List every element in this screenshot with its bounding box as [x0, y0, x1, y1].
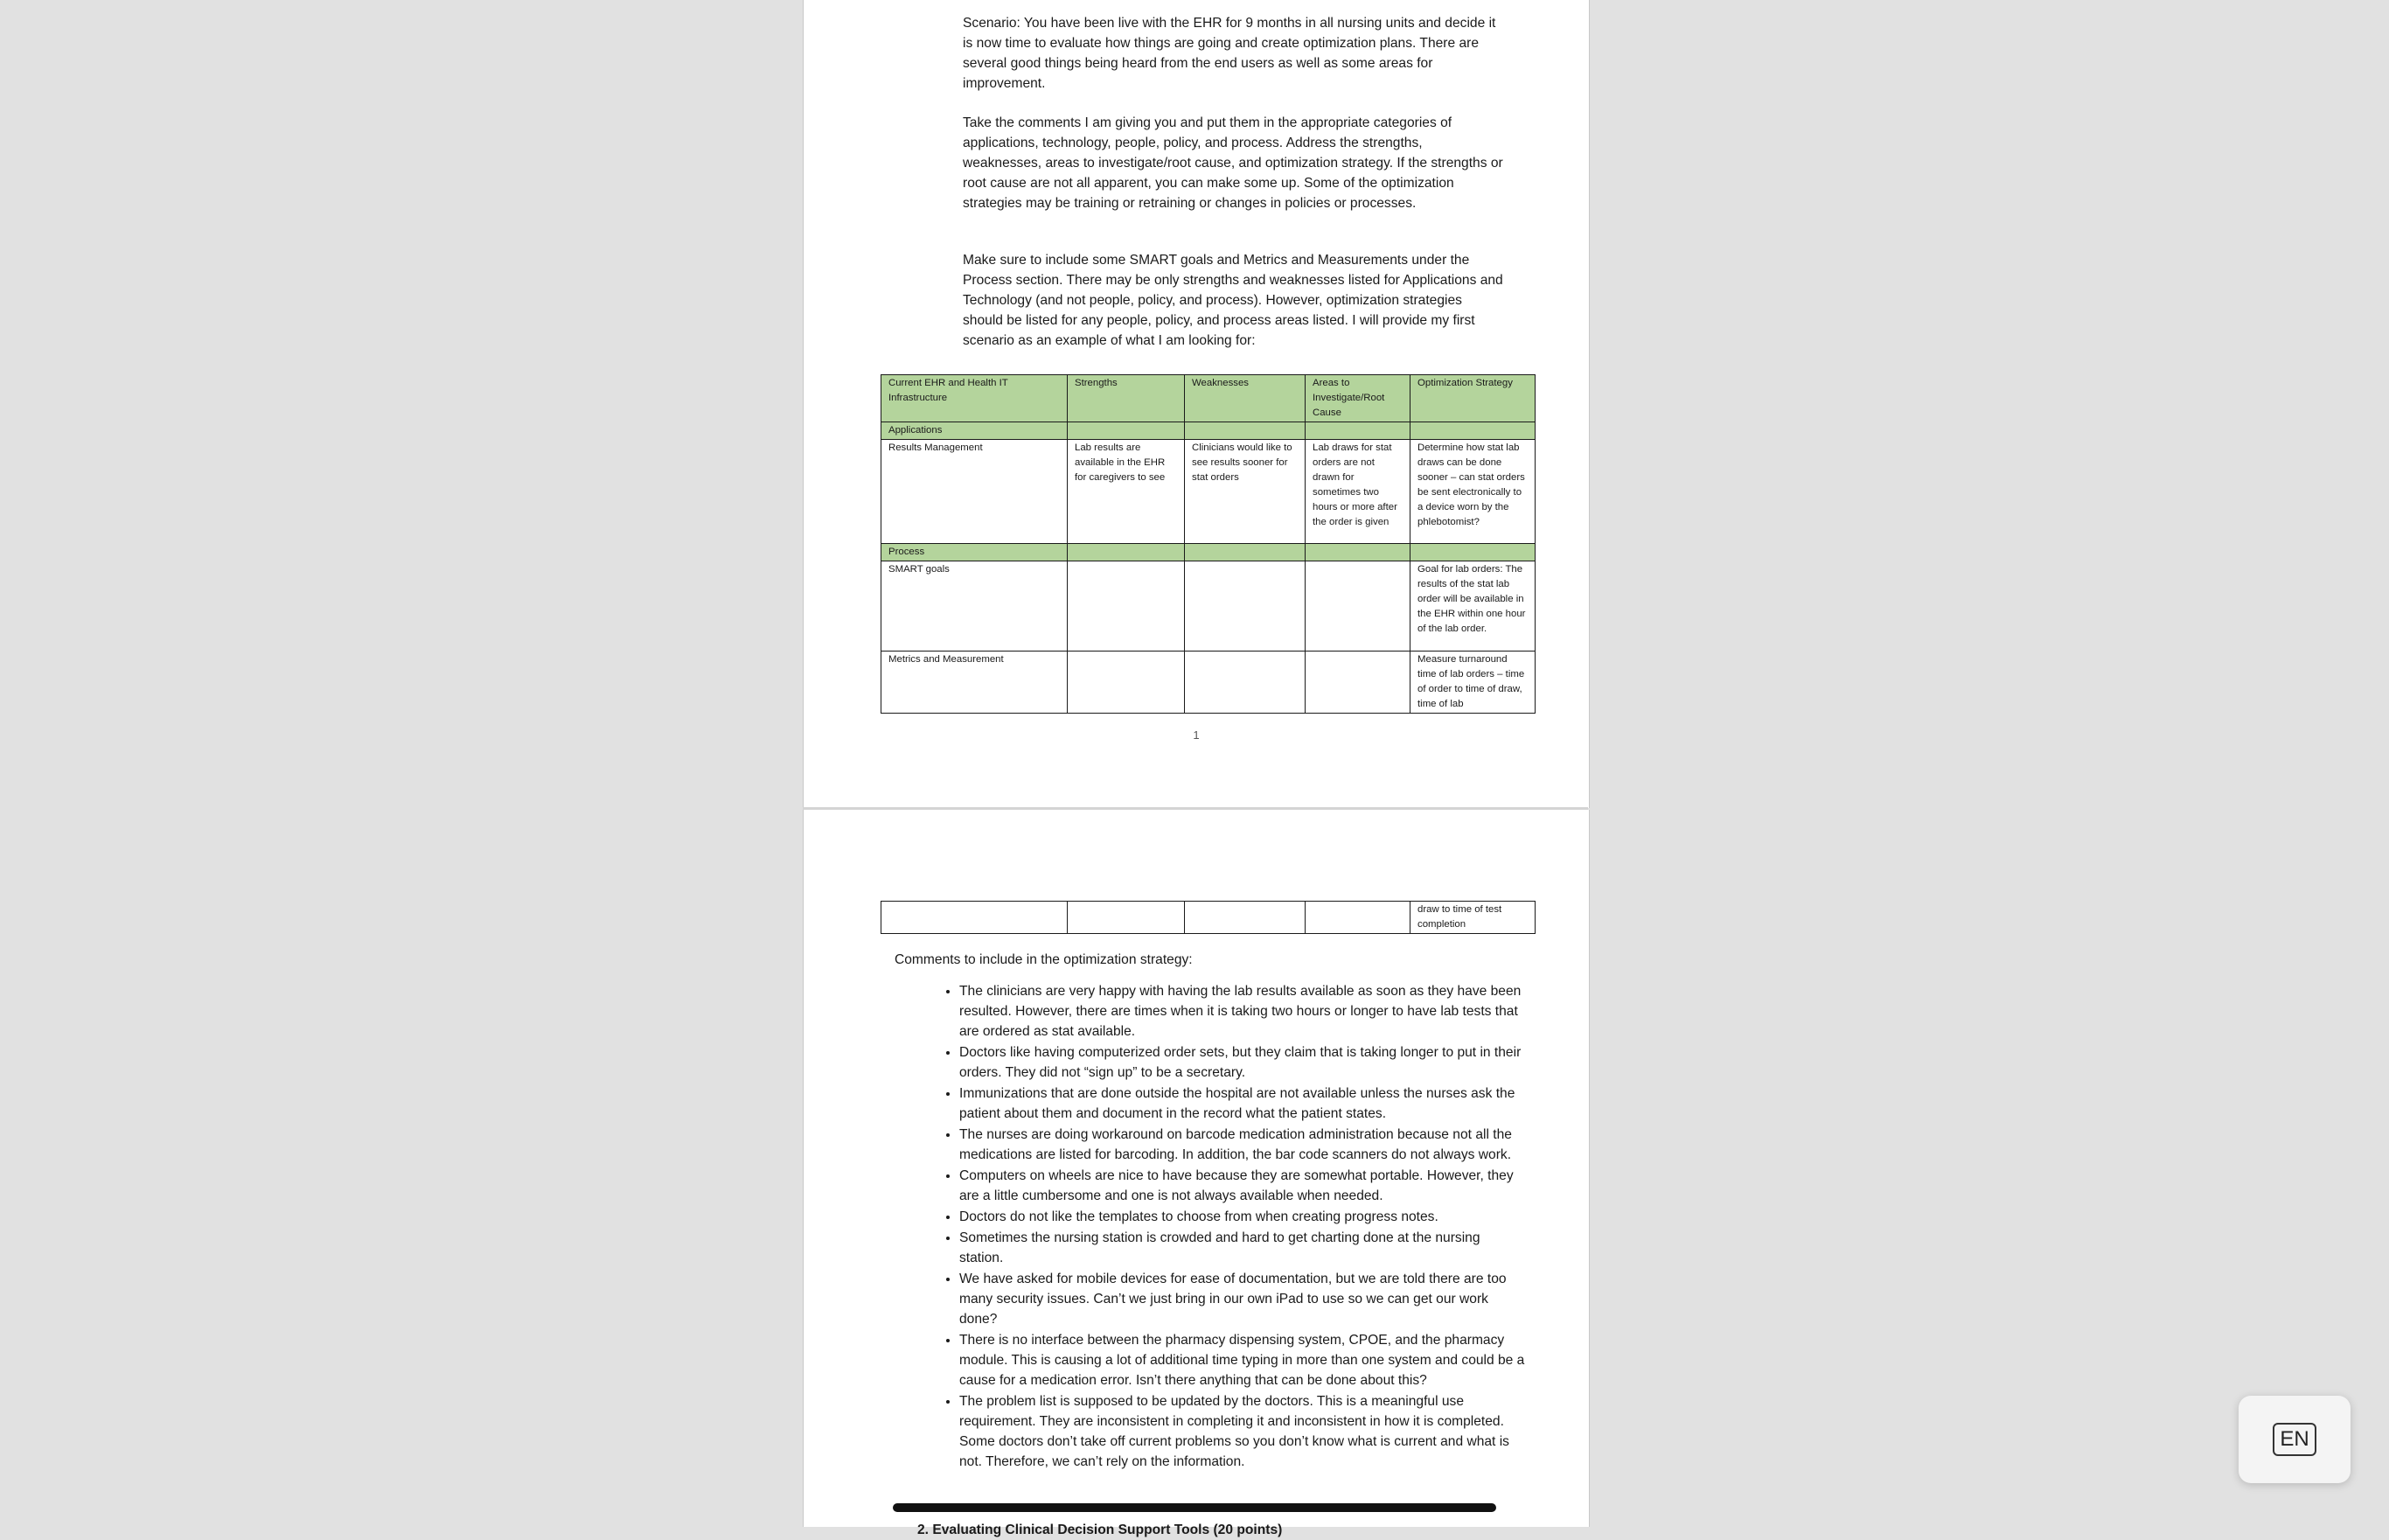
header-root-cause: Areas to Investigate/Root Cause	[1306, 375, 1410, 422]
table-cell	[1185, 561, 1306, 652]
list-item: • There is no interface between the pharmacy dispensing system, CPOE, and the pharmacy module. This is causing a lot of additional time typing in more than one system and could be a cause for a medication error. Isn’t there anything that can be done about this?	[959, 1330, 1528, 1390]
header-infrastructure: Current EHR and Health IT Infrastructure	[881, 375, 1068, 422]
section-row-applications	[881, 422, 1536, 440]
comments-heading: Comments to include in the optimization strategy:	[895, 952, 1193, 967]
table-cell: Results Management	[881, 440, 1068, 544]
table-cell: draw to time of test completion	[1410, 902, 1536, 934]
table-cell	[1068, 561, 1185, 652]
keyboard-language-icon	[2273, 1423, 2316, 1456]
table-cell: Clinicians would like to see results sooner for stat orders	[1185, 440, 1306, 544]
header-weaknesses: Weaknesses	[1185, 375, 1306, 422]
table-cell	[1068, 652, 1185, 714]
scenario-paragraph: Scenario: You have been live with the EHR for 9 months in all nursing units and decide it is now time to evaluate how things are going and create optimization plans. There are several good things being heard from the end users as well as some areas for improvement.	[963, 16, 1496, 91]
table-row	[881, 561, 1536, 652]
table-row	[881, 440, 1536, 544]
list-item: • The nurses are doing workaround on barcode medication administration because not all the medications are listed for barcoding. In addition, the bar code scanners do not always work.	[959, 1125, 1528, 1165]
list-item: • Immunizations that are done outside the hospital are not available unless the nurses ask the patient about them and document in the record what the patient states.	[959, 1084, 1528, 1124]
list-item: • Doctors like having computerized order sets, but they claim that is taking longer to put in their orders. They did not “sign up” to be a secretary.	[959, 1042, 1528, 1083]
header-optimization-strategy: Optimization Strategy	[1410, 375, 1536, 422]
instructions-paragraph-1: Take the comments I am giving you and put them in the appropriate categories of applications, technology, people, policy, and process. Address the strengths, weaknesses, areas to investigate/root cause, and optimization strategy. If the strengths or root cause are not all apparent, you can make some up. Some of the optimization strategies may be training or retraining or changes in policies or processes.	[963, 115, 1503, 211]
table-cell: Determine how stat lab draws can be done sooner – can stat orders be sent electronically to a device worn by the phlebotomist?	[1410, 440, 1536, 544]
table-cell: SMART goals	[881, 561, 1068, 652]
list-item: • We have asked for mobile devices for ease of documentation, but we are told there are too many security issues. Can’t we just bring in our own iPad to use so we can get our work done?	[959, 1269, 1528, 1329]
horizontal-scrollbar[interactable]	[893, 1503, 1496, 1512]
list-item: • The problem list is supposed to be updated by the doctors. This is a meaningful use requirement. They are inconsistent in completing it and inconsistent in how it is completed. Some doctors don’t take off current problems so you don’t know what is current and what is not. Therefore, we can’t rely on the information.	[959, 1391, 1528, 1472]
optimization-table-continued	[881, 901, 1536, 934]
page-number: 1	[1193, 728, 1200, 742]
table-cell	[1068, 902, 1185, 934]
comments-list	[940, 981, 1528, 1473]
document-page-2	[803, 810, 1590, 1537]
section-label-process: Process	[881, 544, 1068, 561]
table-cell	[1306, 652, 1410, 714]
table-header-row	[881, 375, 1536, 422]
table-cell: Goal for lab orders: The results of the stat lab order will be available in the EHR within one hour of the lab order.	[1410, 561, 1536, 652]
table-cell	[1306, 561, 1410, 652]
document-page-1	[803, 0, 1590, 808]
table-row	[881, 902, 1536, 934]
table-cell	[881, 902, 1068, 934]
section-row-process	[881, 544, 1536, 561]
list-item: • Doctors do not like the templates to choose from when creating progress notes.	[959, 1207, 1528, 1227]
table-cell: Measure turnaround time of lab orders – time of order to time of draw, time of lab	[1410, 652, 1536, 714]
table-cell: Metrics and Measurement	[881, 652, 1068, 714]
table-cell: Lab draws for stat orders are not drawn for sometimes two hours or more after the order is given	[1306, 440, 1410, 544]
list-item: • Computers on wheels are nice to have because they are somewhat portable. However, they are a little cumbersome and one is not always available when needed.	[959, 1166, 1528, 1206]
language-indicator-button[interactable]	[2239, 1396, 2351, 1483]
table-cell	[1185, 652, 1306, 714]
section-label-applications: Applications	[881, 422, 1068, 440]
optimization-table	[881, 374, 1536, 714]
header-strengths: Strengths	[1068, 375, 1185, 422]
language-label: EN	[2280, 1427, 2309, 1451]
table-cell	[1185, 902, 1306, 934]
table-cell	[1306, 902, 1410, 934]
table-row	[881, 652, 1536, 714]
list-item: • The clinicians are very happy with having the lab results available as soon as they have been resulted. However, there are times when it is taking two hours or longer to have lab tests that are ordered as stat available.	[959, 981, 1528, 1042]
instructions-paragraph-2: Make sure to include some SMART goals and Metrics and Measurements under the Process section. There may be only strengths and weaknesses listed for Applications and Technology (and not people, policy, and process). However, optimization strategies should be listed for any people, policy, and process areas listed. I will provide my first scenario as an example of what I am looking for:	[963, 253, 1503, 348]
next-section-heading: 2. Evaluating Clinical Decision Support Tools (20 points)	[917, 1523, 1283, 1537]
table-cell: Lab results are available in the EHR for caregivers to see	[1068, 440, 1185, 544]
list-item: • Sometimes the nursing station is crowded and hard to get charting done at the nursing station.	[959, 1228, 1528, 1268]
